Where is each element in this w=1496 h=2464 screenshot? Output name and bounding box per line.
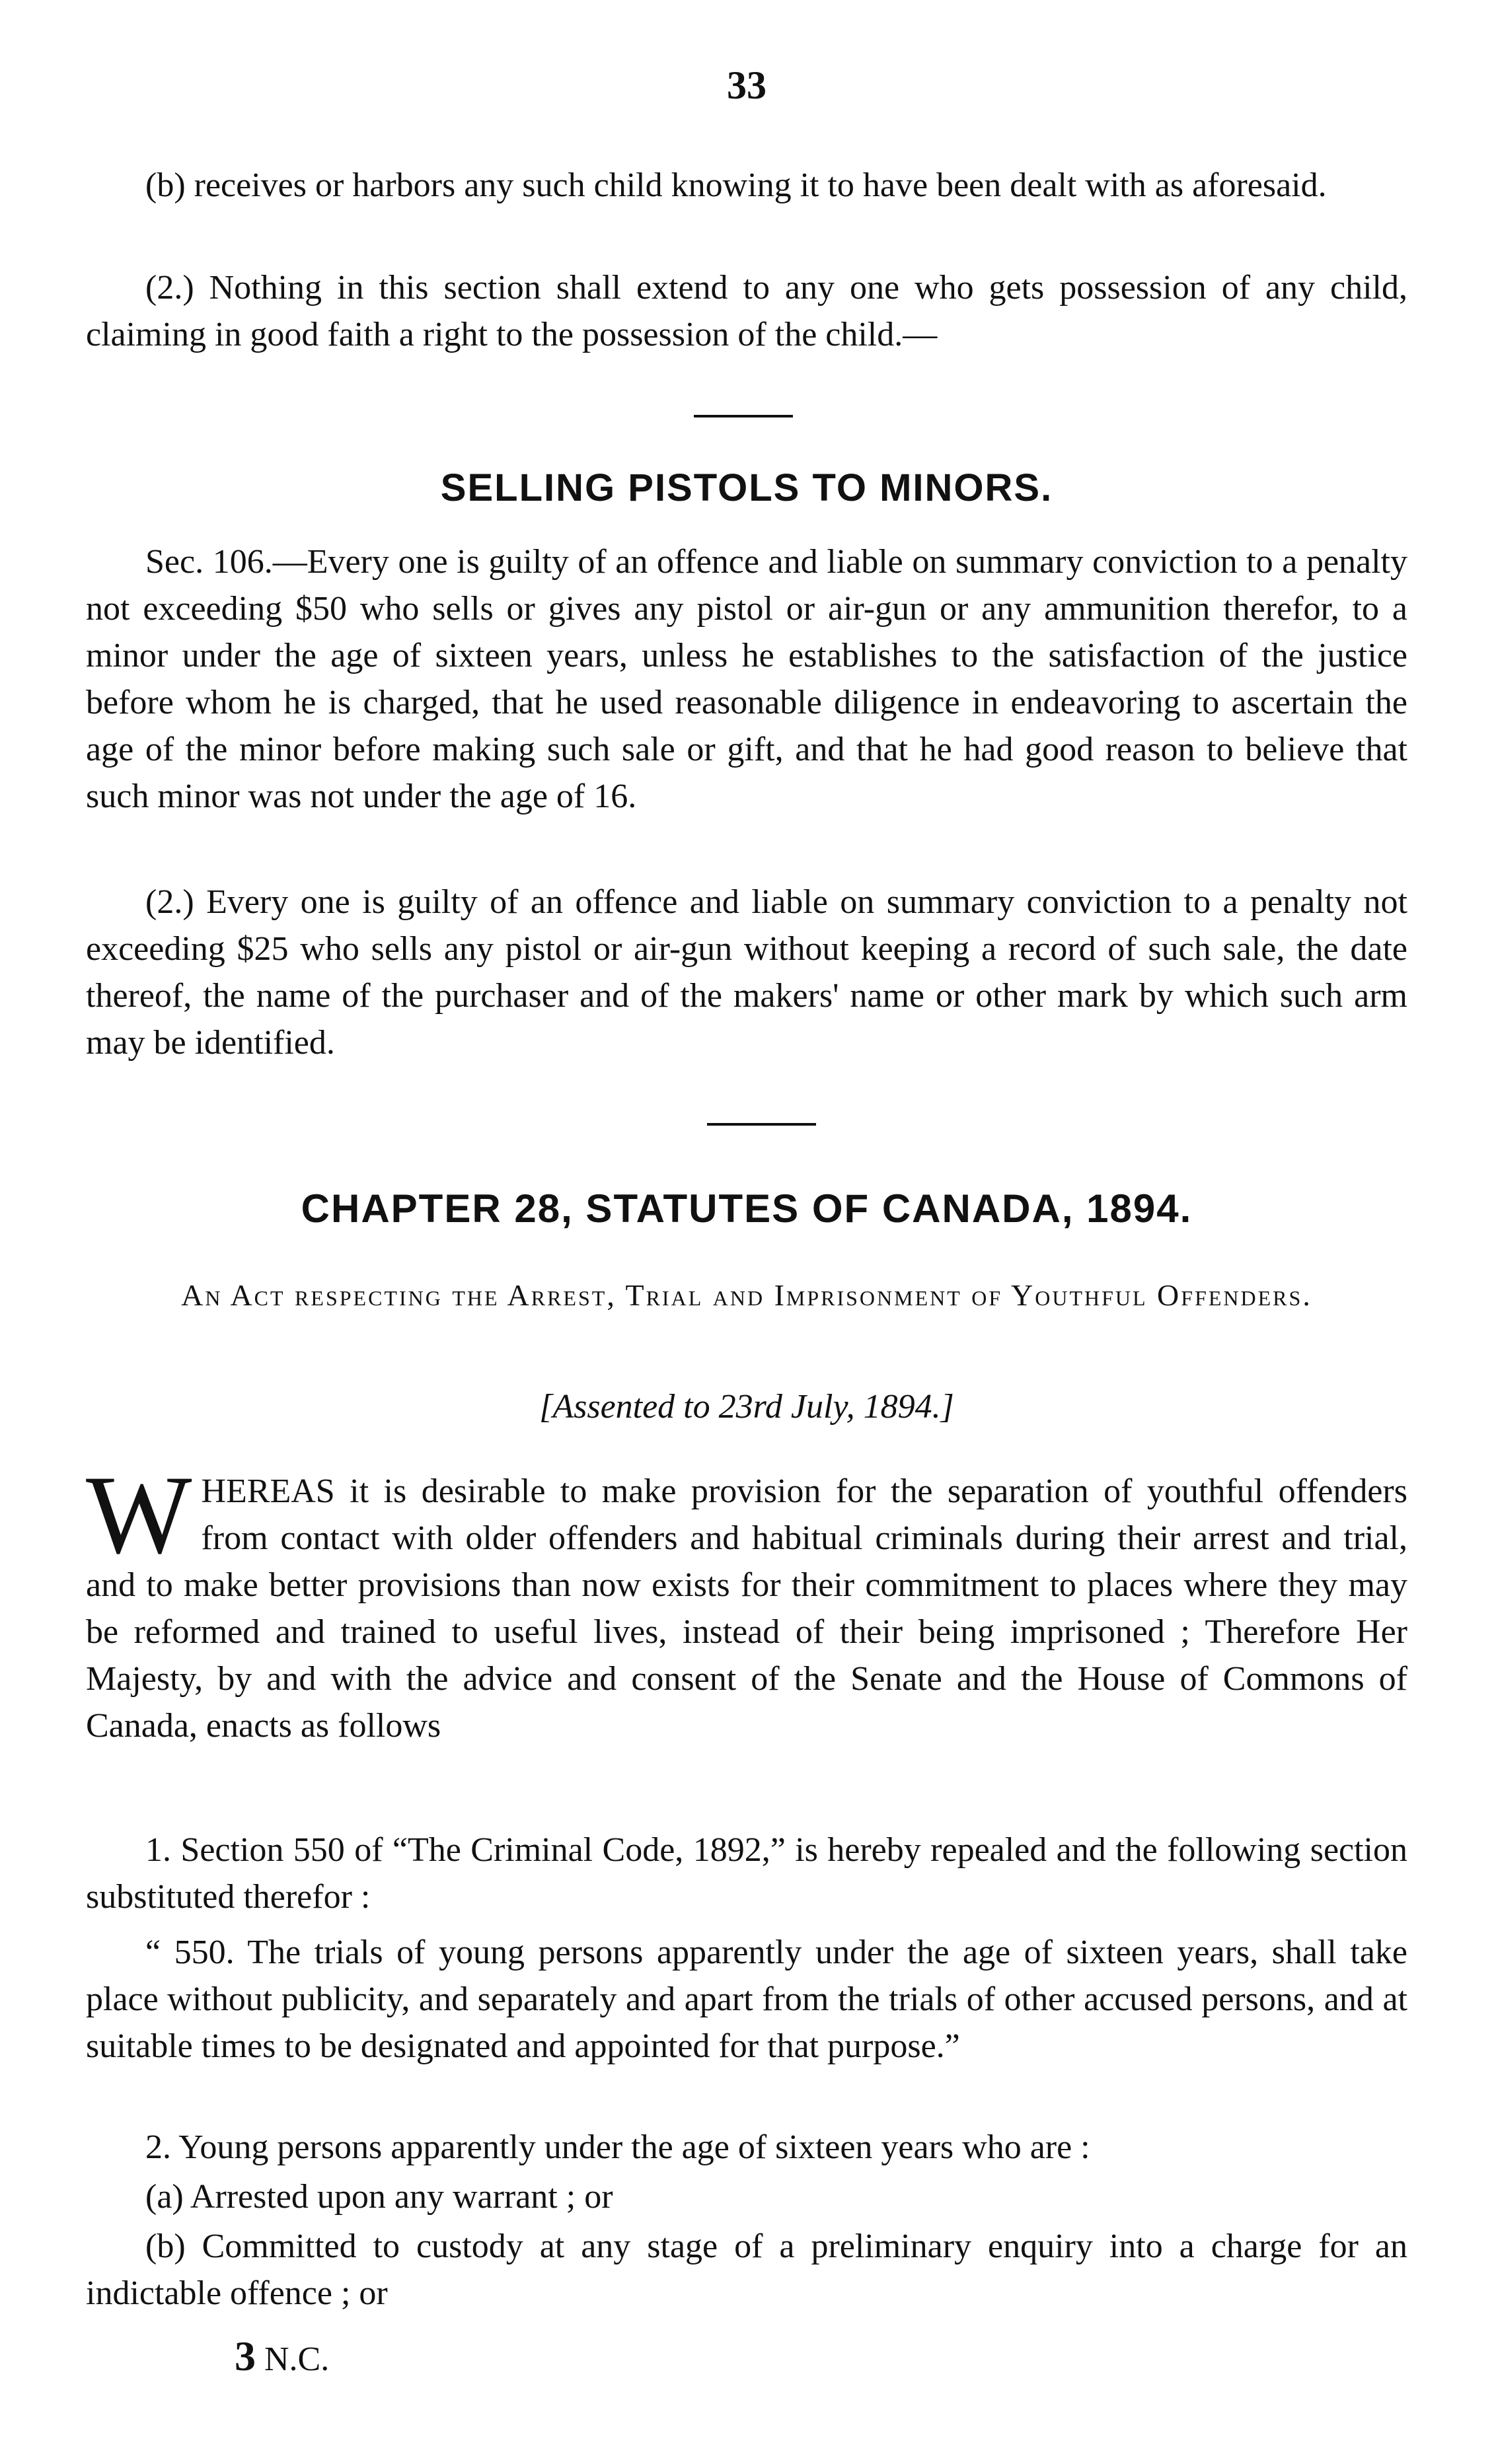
paragraph-section-550: “ 550. The trials of young persons apparently under the age of sixteen years, shall take place without publicity, and separately and apart from the trials of other accused persons, and at suitable times to be designated and appointed for that purpose.”	[86, 1934, 1407, 2065]
paragraph-whereas	[86, 1453, 1407, 1749]
section-divider-2	[707, 1123, 816, 1126]
section-divider-1	[694, 415, 793, 417]
act-title: An Act respecting the Arrest, Trial and Imprisonment of Youthful Offenders.	[181, 1278, 1312, 1312]
paragraph-section-1: 1. Section 550 of “The Criminal Code, 1892,” is hereby repealed and the following section substituted therefor :	[86, 1831, 1407, 1916]
signature-number: 3	[235, 2333, 256, 2379]
paragraph-section-2: 2. Young persons apparently under the age of sixteen years who are :	[145, 2128, 1090, 2166]
dropcap-initial: W	[86, 1453, 192, 1577]
paragraph-sec-106: Sec. 106.—Every one is guilty of an offence and liable on summary conviction to a penalty not exceeding $50 who sells or gives any pistol or air-gun or any ammunition therefor, to a minor under the age of sixteen years, unless he establishes to the satisfaction of the justice before whom he is charged, that he used reasonable diligence in endeavoring to ascertain the age of the minor before making such sale or gift, and that he had good reason to believe that such minor was not under the age of 16.	[86, 543, 1407, 815]
signature-suffix: N.C.	[264, 2340, 330, 2378]
heading-selling-pistols: SELLING PISTOLS TO MINORS.	[440, 466, 1053, 509]
signature-mark	[235, 2332, 329, 2381]
assented-date: [Assented to 23rd July, 1894.]	[539, 1388, 954, 1426]
heading-chapter-28: CHAPTER 28, STATUTES OF CANADA, 1894.	[301, 1186, 1193, 1231]
page-number: 33	[727, 63, 767, 107]
whereas-text: HEREAS it is desirable to make provision for the separation of youthful offenders from contact with older offenders and habitual criminals during their arrest and trial, and to make better provisions than now exists for their commitment to places where they may be reformed and trained to useful lives, instead of their being imprisoned ; Therefore Her Majesty, by and with the advice and consent of the Senate and the House of Commons of Canada, enacts as follows	[86, 1472, 1407, 1745]
document-page	[86, 0, 1407, 2464]
paragraph-2-nothing: (2.) Nothing in this section shall extend to any one who gets possession of any child, claiming in good faith a right to the possession of the child.—	[86, 269, 1407, 353]
paragraph-2-every-one: (2.) Every one is guilty of an offence and liable on summary conviction to a penalty not exceeding $25 who sells any pistol or air-gun without keeping a record of such sale, the date thereof, the name of the purchaser and of the makers' name or other mark by which such arm may be identified.	[86, 883, 1407, 1062]
paragraph-b-receives: (b) receives or harbors any such child knowing it to have been dealt with as aforesaid.	[145, 166, 1327, 204]
paragraph-section-2b: (b) Committed to custody at any stage of a preliminary enquiry into a charge for an indictable offence ; or	[86, 2228, 1407, 2312]
paragraph-section-2a: (a) Arrested upon any warrant ; or	[145, 2178, 613, 2216]
